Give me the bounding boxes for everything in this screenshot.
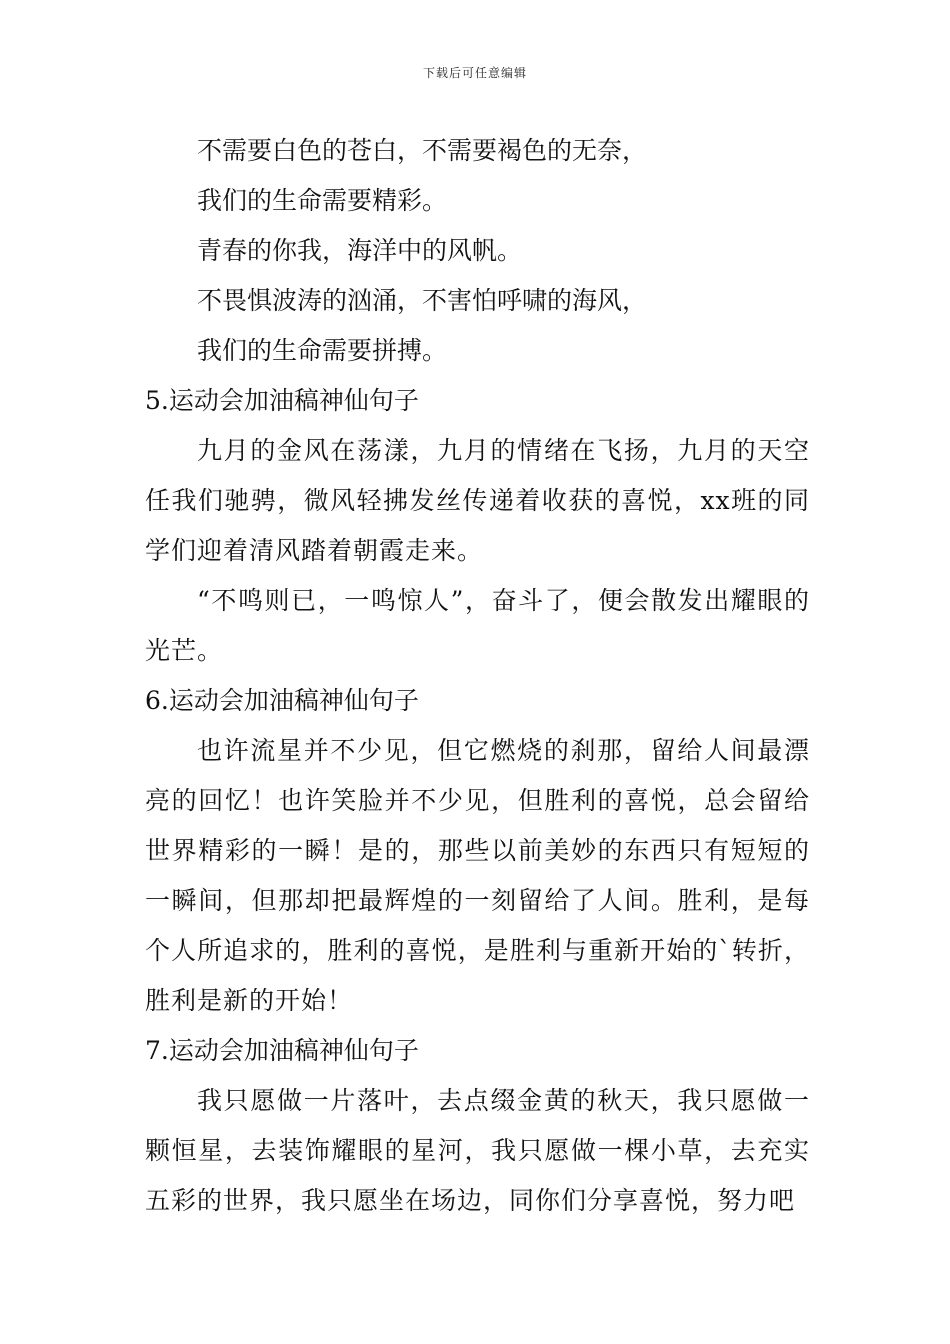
- section-paragraph: 也许流星并不少见，但它燃烧的刹那，留给人间最漂亮的回忆！也许笑脸并不少见，但胜利的喜悦，总会留给世界精彩的一瞬！是的，那些以前美妙的东西只有短短的一瞬间，但那却把最辉煌的一刻留给了人间。胜利，是每个人所追求的，胜利的喜悦，是胜利与重新开始的`转折，胜利是新的开始！: [145, 736, 810, 1015]
- poem-line: 不需要白色的苍白，不需要褐色的无奈，: [197, 136, 648, 165]
- section-heading: 6.运动会加油稿神仙句子: [145, 686, 419, 715]
- poem-line: 我们的生命需要精彩。: [197, 186, 448, 215]
- poem-line: 我们的生命需要拼搏。: [197, 336, 448, 365]
- section-heading: 5.运动会加油稿神仙句子: [145, 386, 419, 415]
- section-paragraph: 我只愿做一片落叶，去点缀金黄的秋天，我只愿做一颗恒星，去装饰耀眼的星河，我只愿做一棵小草，去充实五彩的世界，我只愿坐在场边，同你们分享喜悦，努力吧: [145, 1086, 810, 1215]
- section-heading: 7.运动会加油稿神仙句子: [145, 1036, 419, 1065]
- header-note: 下载后可任意编辑: [422, 66, 527, 80]
- document-body: [145, 126, 810, 1226]
- poem-line: 不畏惧波涛的汹涌，不害怕呼啸的海风，: [197, 286, 648, 315]
- section-paragraph: “不鸣则已，一鸣惊人”，奋斗了，便会散发出耀眼的光芒。: [145, 586, 810, 665]
- section-paragraph: 九月的金风在荡漾，九月的情绪在飞扬，九月的天空任我们驰骋，微风轻拂发丝传递着收获的喜悦，xx班的同学们迎着清风踏着朝霞走来。: [145, 436, 810, 565]
- poem-line: 青春的你我，海洋中的风帆。: [197, 236, 523, 265]
